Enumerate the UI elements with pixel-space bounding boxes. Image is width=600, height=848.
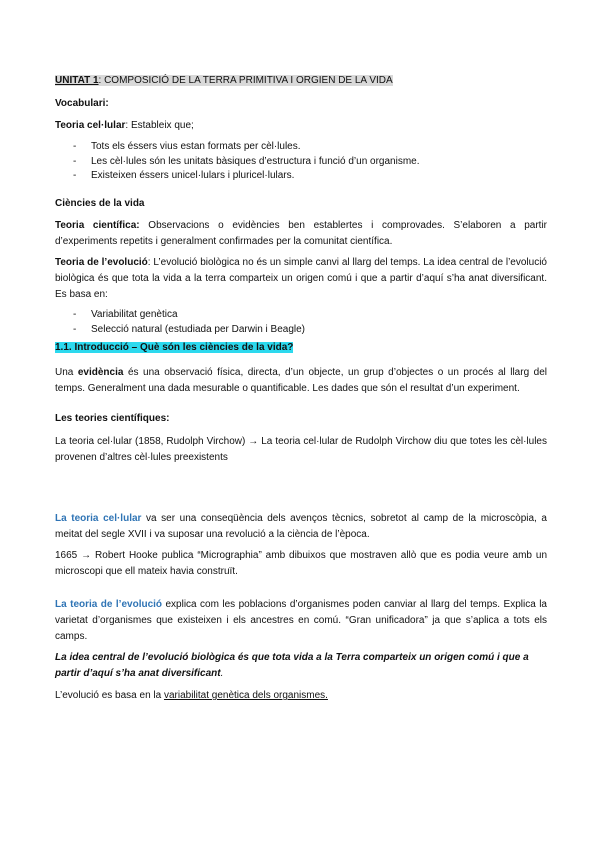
hooke-paragraph: 1665 → Robert Hooke publica “Micrographia” amb dibuixos que mostraven allò que es podia veure amb un microscopi que ell mateix havia construït.: [55, 550, 547, 577]
title-text: : COMPOSICIÓ DE LA TERRA PRIMITIVA I ORGIEN DE LA VIDA: [98, 75, 393, 86]
genetic-variability-term: variabilitat genètica dels organismes.: [163, 690, 328, 701]
unit-label: UNITAT 1: [55, 75, 99, 86]
list-item: - Selecció natural (estudiada per Darwin i Beagle): [55, 323, 547, 338]
evolution-theory-paragraph: [55, 255, 547, 303]
page-title: [55, 73, 547, 89]
genetic-basis-paragraph: L’evolució es basa en la variabilitat genètica dels organismes.: [55, 690, 328, 701]
cell-theory-label: Teoria cel·lular: [55, 120, 126, 131]
evolution-theory-label: Teoria de l’evolució: [55, 257, 148, 268]
evolution-theory-text: : L’evolució biològica no és un simple canvi al llarg del temps. La idea central de l’evolució biològica és que tota la vida a la terra comparteix un origen comú i que a partir d’aquí s’ha anat diversificant. Es basa en:: [55, 257, 547, 300]
central-idea-paragraph: La idea central de l’evolució biològica és que tota vida a la Terra comparteix un origen comú i que a partir d’aquí s’ha anat diversificant.: [55, 652, 529, 679]
evolution-basis-list: [55, 308, 547, 337]
list-item: - Les cèl·lules són les unitats bàsiques d’estructura i funció d’un organisme.: [55, 155, 547, 170]
ciencies-heading: Ciències de la vida: [55, 198, 145, 209]
virchow-paragraph: La teoria cel·lular (1858, Rudolph Virchow) → La teoria cel·lular de Rudolph Virchow diu que totes les cèl·lules provenen d’altres cèl·lules preexistents: [55, 436, 547, 463]
title-highlight: [55, 75, 393, 86]
evolution-paragraph: La teoria de l’evolució explica com les poblacions d’organismes poden canviar al llarg del temps. Explica la varietat d’organismes que existeixen i els ancestres en comú. “Gran unificadora” ja que s’aplica a tots els camps.: [55, 599, 547, 642]
central-idea-text: La idea central de l’evolució biològica és que tota vida a la Terra comparteix un origen comú i que a partir d’aquí s’ha anat diversificant: [55, 652, 529, 679]
scientific-theory-label: Teoria científica:: [55, 220, 140, 231]
list-item: - Existeixen éssers unicel·lulars i pluricel·lulars.: [55, 169, 547, 184]
section-heading-text: 1.1. Introducció – Què són les ciències de la vida?: [55, 342, 294, 353]
cell-theory-term: La teoria cel·lular: [55, 513, 142, 524]
section-heading: [55, 340, 547, 356]
vocabulari-heading: Vocabulari:: [55, 98, 109, 109]
evolution-term: La teoria de l’evolució: [55, 599, 163, 610]
list-item: - Tots els éssers vius estan formats per cèl·lules.: [55, 140, 547, 155]
cell-theory-definition: [55, 118, 547, 134]
theories-heading: Les teories científiques:: [55, 413, 170, 424]
scientific-theory-paragraph: [55, 218, 547, 250]
evidence-term: evidència: [77, 367, 124, 378]
scientific-theory-text: Observacions o evidències ben establertes i comprovades. S’elaboren a partir d’experiments repetits i generalment confirmades per la comunitat científica.: [55, 220, 547, 247]
cell-theory-paragraph: La teoria cel·lular va ser una conseqüència dels avenços tècnics, sobretot al camp de la microscòpia, a meitat del segle XVII i va suposar una revolució a la ciència de l’època.: [55, 513, 547, 540]
cell-theory-text: : Estableix que;: [125, 120, 194, 131]
cell-theory-list: [55, 140, 547, 184]
list-item: - Variabilitat genètica: [55, 308, 547, 323]
evidence-paragraph: Una evidència és una observació física, directa, d’un objecte, un grup d’objectes o un procés al llarg del temps. Generalment una dada mesurable o quantificable. Les dades que són el resultat d’un experiment.: [55, 367, 547, 394]
